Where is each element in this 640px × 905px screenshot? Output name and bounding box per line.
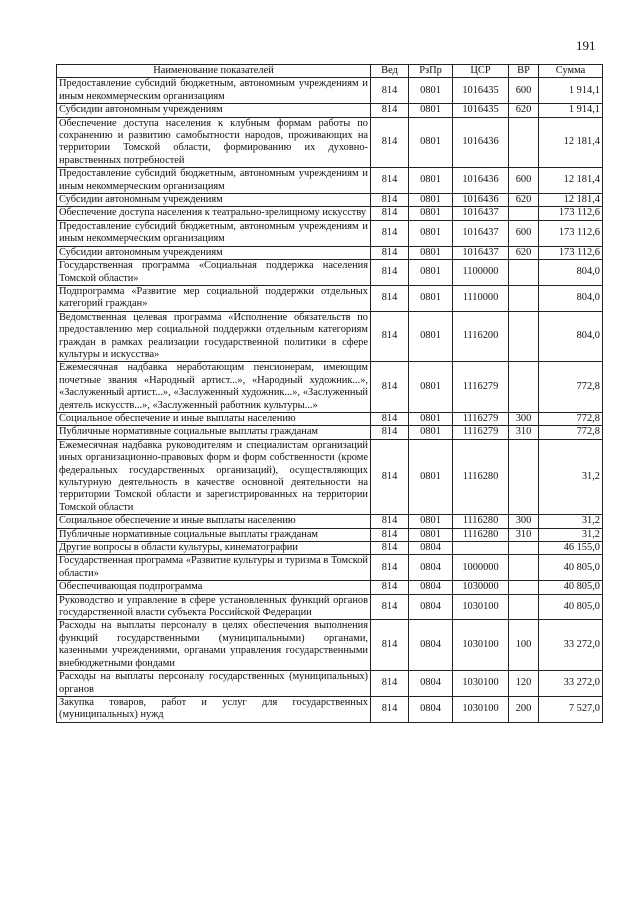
row-csr: 1016436	[453, 194, 509, 207]
row-name: Предоставление субсидий бюджетным, автономным учреждениям и иным некоммерческим организациям	[57, 168, 371, 194]
page-number: 191	[576, 38, 596, 53]
row-name: Публичные нормативные социальные выплаты гражданам	[57, 426, 371, 439]
table-row	[57, 104, 603, 117]
row-sum: 1 914,1	[539, 104, 603, 117]
table-row	[57, 117, 603, 168]
row-ved: 814	[371, 515, 409, 528]
row-csr: 1030100	[453, 671, 509, 697]
row-vr: 310	[509, 528, 539, 541]
row-vr	[509, 260, 539, 286]
row-csr: 1016436	[453, 117, 509, 168]
row-rzpr: 0801	[409, 104, 453, 117]
row-name: Субсидии автономным учреждениям	[57, 246, 371, 259]
row-sum: 772,8	[539, 362, 603, 413]
table-row	[57, 426, 603, 439]
row-vr	[509, 555, 539, 581]
table-row	[57, 542, 603, 555]
row-sum: 40 805,0	[539, 594, 603, 620]
row-rzpr: 0801	[409, 426, 453, 439]
row-name: Обеспечивающая подпрограмма	[57, 581, 371, 594]
row-vr: 120	[509, 671, 539, 697]
row-rzpr: 0804	[409, 671, 453, 697]
row-ved: 814	[371, 285, 409, 311]
row-name: Руководство и управление в сфере установленных функций органов государственной власти субъекта Российской Федерации	[57, 594, 371, 620]
header-vr: ВР	[509, 65, 539, 78]
row-csr: 1116279	[453, 426, 509, 439]
row-sum: 12 181,4	[539, 194, 603, 207]
row-vr	[509, 581, 539, 594]
table-row	[57, 515, 603, 528]
row-name: Расходы на выплаты персоналу государственных (муниципальных) органов	[57, 671, 371, 697]
row-rzpr: 0801	[409, 220, 453, 246]
row-ved: 814	[371, 412, 409, 425]
row-sum: 804,0	[539, 311, 603, 362]
row-csr: 1116280	[453, 439, 509, 514]
row-ved: 814	[371, 168, 409, 194]
table-row	[57, 671, 603, 697]
row-rzpr: 0801	[409, 311, 453, 362]
header-csr: ЦСР	[453, 65, 509, 78]
row-csr: 1016435	[453, 104, 509, 117]
table-row	[57, 207, 603, 220]
row-rzpr: 0804	[409, 542, 453, 555]
table-row	[57, 581, 603, 594]
table-row	[57, 555, 603, 581]
row-ved: 814	[371, 528, 409, 541]
row-ved: 814	[371, 78, 409, 104]
row-name: Ежемесячная надбавка неработающим пенсионерам, имеющим почетные звания «Народный артист...», «Народный художник...», «Заслуженный артист...», «Заслуженный художник...», «Заслуженный деятель искусств...», «Заслуженный работник культуры...»	[57, 362, 371, 413]
row-ved: 814	[371, 104, 409, 117]
row-vr	[509, 362, 539, 413]
row-rzpr: 0801	[409, 168, 453, 194]
row-sum: 12 181,4	[539, 168, 603, 194]
table-row	[57, 412, 603, 425]
row-vr: 600	[509, 168, 539, 194]
row-sum: 12 181,4	[539, 117, 603, 168]
row-sum: 31,2	[539, 515, 603, 528]
row-rzpr: 0801	[409, 260, 453, 286]
row-rzpr: 0801	[409, 362, 453, 413]
table-row	[57, 620, 603, 671]
row-vr: 200	[509, 696, 539, 722]
header-name: Наименование показателей	[57, 65, 371, 78]
row-name: Социальное обеспечение и иные выплаты населению	[57, 412, 371, 425]
row-csr	[453, 542, 509, 555]
row-name: Подпрограмма «Развитие мер социальной поддержки отдельных категорий граждан»	[57, 285, 371, 311]
table-body	[57, 78, 603, 722]
row-csr: 1016436	[453, 168, 509, 194]
row-name: Субсидии автономным учреждениям	[57, 104, 371, 117]
row-rzpr: 0801	[409, 207, 453, 220]
row-ved: 814	[371, 194, 409, 207]
row-csr: 1000000	[453, 555, 509, 581]
row-ved: 814	[371, 117, 409, 168]
table-row	[57, 594, 603, 620]
row-vr	[509, 207, 539, 220]
row-ved: 814	[371, 260, 409, 286]
row-csr: 1030100	[453, 696, 509, 722]
row-rzpr: 0801	[409, 528, 453, 541]
row-rzpr: 0801	[409, 194, 453, 207]
table-row	[57, 246, 603, 259]
table-row	[57, 696, 603, 722]
row-rzpr: 0801	[409, 515, 453, 528]
row-sum: 173 112,6	[539, 246, 603, 259]
row-sum: 7 527,0	[539, 696, 603, 722]
row-csr: 1030100	[453, 594, 509, 620]
row-ved: 814	[371, 555, 409, 581]
row-sum: 772,8	[539, 426, 603, 439]
row-name: Другие вопросы в области культуры, кинематографии	[57, 542, 371, 555]
row-vr: 620	[509, 104, 539, 117]
row-vr: 300	[509, 515, 539, 528]
header-ved: Вед	[371, 65, 409, 78]
table-row	[57, 260, 603, 286]
row-sum: 31,2	[539, 528, 603, 541]
row-sum: 33 272,0	[539, 671, 603, 697]
row-rzpr: 0804	[409, 620, 453, 671]
row-sum: 31,2	[539, 439, 603, 514]
row-csr: 1116279	[453, 362, 509, 413]
row-name: Закупка товаров, работ и услуг для государственных (муниципальных) нужд	[57, 696, 371, 722]
row-vr: 300	[509, 412, 539, 425]
table-row	[57, 362, 603, 413]
row-name: Государственная программа «Развитие культуры и туризма в Томской области»	[57, 555, 371, 581]
row-name: Ежемесячная надбавка руководителям и специалистам организаций иных организационно-правовых форм и форм собственности (кроме федеральных государственных организаций), осуществляющих культурную деятельность в качестве основной деятельности на территории Томской области и зарегистрированных на территории Томской области	[57, 439, 371, 514]
row-vr	[509, 594, 539, 620]
row-name: Субсидии автономным учреждениям	[57, 194, 371, 207]
row-sum: 173 112,6	[539, 207, 603, 220]
row-vr	[509, 542, 539, 555]
row-csr: 1016435	[453, 78, 509, 104]
table-row	[57, 168, 603, 194]
header-sum: Сумма	[539, 65, 603, 78]
table-row	[57, 311, 603, 362]
row-rzpr: 0801	[409, 117, 453, 168]
row-sum: 1 914,1	[539, 78, 603, 104]
row-ved: 814	[371, 246, 409, 259]
table-row	[57, 78, 603, 104]
row-ved: 814	[371, 220, 409, 246]
row-ved: 814	[371, 426, 409, 439]
row-name: Ведомственная целевая программа «Исполнение обязательств по предоставлению мер социальной поддержки отдельным категориям граждан в рамках реализации государственной политики в сфере культуры и искусства»	[57, 311, 371, 362]
row-name: Обеспечение доступа населения к клубным формам работы по сохранению и развитию самобытности народов, проживающих на территории Томской области, формированию их духовно-нравственных потребностей	[57, 117, 371, 168]
row-csr: 1116279	[453, 412, 509, 425]
budget-table	[56, 64, 603, 723]
row-vr	[509, 439, 539, 514]
row-vr: 620	[509, 246, 539, 259]
row-name: Предоставление субсидий бюджетным, автономным учреждениям и иным некоммерческим организациям	[57, 78, 371, 104]
row-vr: 100	[509, 620, 539, 671]
row-sum: 772,8	[539, 412, 603, 425]
row-sum: 40 805,0	[539, 555, 603, 581]
row-ved: 814	[371, 207, 409, 220]
row-sum: 173 112,6	[539, 220, 603, 246]
table-row	[57, 285, 603, 311]
row-sum: 46 155,0	[539, 542, 603, 555]
table-row	[57, 220, 603, 246]
row-ved: 814	[371, 594, 409, 620]
header-rzpr: РзПр	[409, 65, 453, 78]
row-ved: 814	[371, 362, 409, 413]
row-ved: 814	[371, 671, 409, 697]
row-sum: 804,0	[539, 285, 603, 311]
row-vr: 310	[509, 426, 539, 439]
row-csr: 1016437	[453, 207, 509, 220]
row-rzpr: 0801	[409, 412, 453, 425]
row-vr: 600	[509, 220, 539, 246]
table-row	[57, 528, 603, 541]
row-rzpr: 0804	[409, 555, 453, 581]
row-rzpr: 0804	[409, 581, 453, 594]
row-name: Социальное обеспечение и иные выплаты населению	[57, 515, 371, 528]
row-name: Публичные нормативные социальные выплаты гражданам	[57, 528, 371, 541]
row-csr: 1100000	[453, 260, 509, 286]
row-vr	[509, 311, 539, 362]
row-vr	[509, 117, 539, 168]
table-row	[57, 439, 603, 514]
row-ved: 814	[371, 581, 409, 594]
row-rzpr: 0801	[409, 439, 453, 514]
row-sum: 804,0	[539, 260, 603, 286]
row-csr: 1016437	[453, 246, 509, 259]
row-sum: 33 272,0	[539, 620, 603, 671]
row-name: Обеспечение доступа населения к театрально-зрелищному искусству	[57, 207, 371, 220]
row-name: Предоставление субсидий бюджетным, автономным учреждениям и иным некоммерческим организациям	[57, 220, 371, 246]
row-rzpr: 0804	[409, 594, 453, 620]
row-csr: 1116280	[453, 515, 509, 528]
row-rzpr: 0801	[409, 246, 453, 259]
row-csr: 1030000	[453, 581, 509, 594]
row-ved: 814	[371, 311, 409, 362]
row-vr: 600	[509, 78, 539, 104]
row-name: Государственная программа «Социальная поддержка населения Томской области»	[57, 260, 371, 286]
row-rzpr: 0801	[409, 285, 453, 311]
row-rzpr: 0804	[409, 696, 453, 722]
row-sum: 40 805,0	[539, 581, 603, 594]
row-ved: 814	[371, 439, 409, 514]
row-csr: 1116280	[453, 528, 509, 541]
row-csr: 1016437	[453, 220, 509, 246]
row-rzpr: 0801	[409, 78, 453, 104]
row-csr: 1116200	[453, 311, 509, 362]
table-row	[57, 194, 603, 207]
row-ved: 814	[371, 620, 409, 671]
row-csr: 1030100	[453, 620, 509, 671]
row-name: Расходы на выплаты персоналу в целях обеспечения выполнения функций государственными (муниципальными) органами, казенными учреждениями, органами управления государственными внебюджетными фондами	[57, 620, 371, 671]
row-ved: 814	[371, 696, 409, 722]
row-csr: 1110000	[453, 285, 509, 311]
row-vr	[509, 285, 539, 311]
row-vr: 620	[509, 194, 539, 207]
row-ved: 814	[371, 542, 409, 555]
table-header-row	[57, 65, 603, 78]
